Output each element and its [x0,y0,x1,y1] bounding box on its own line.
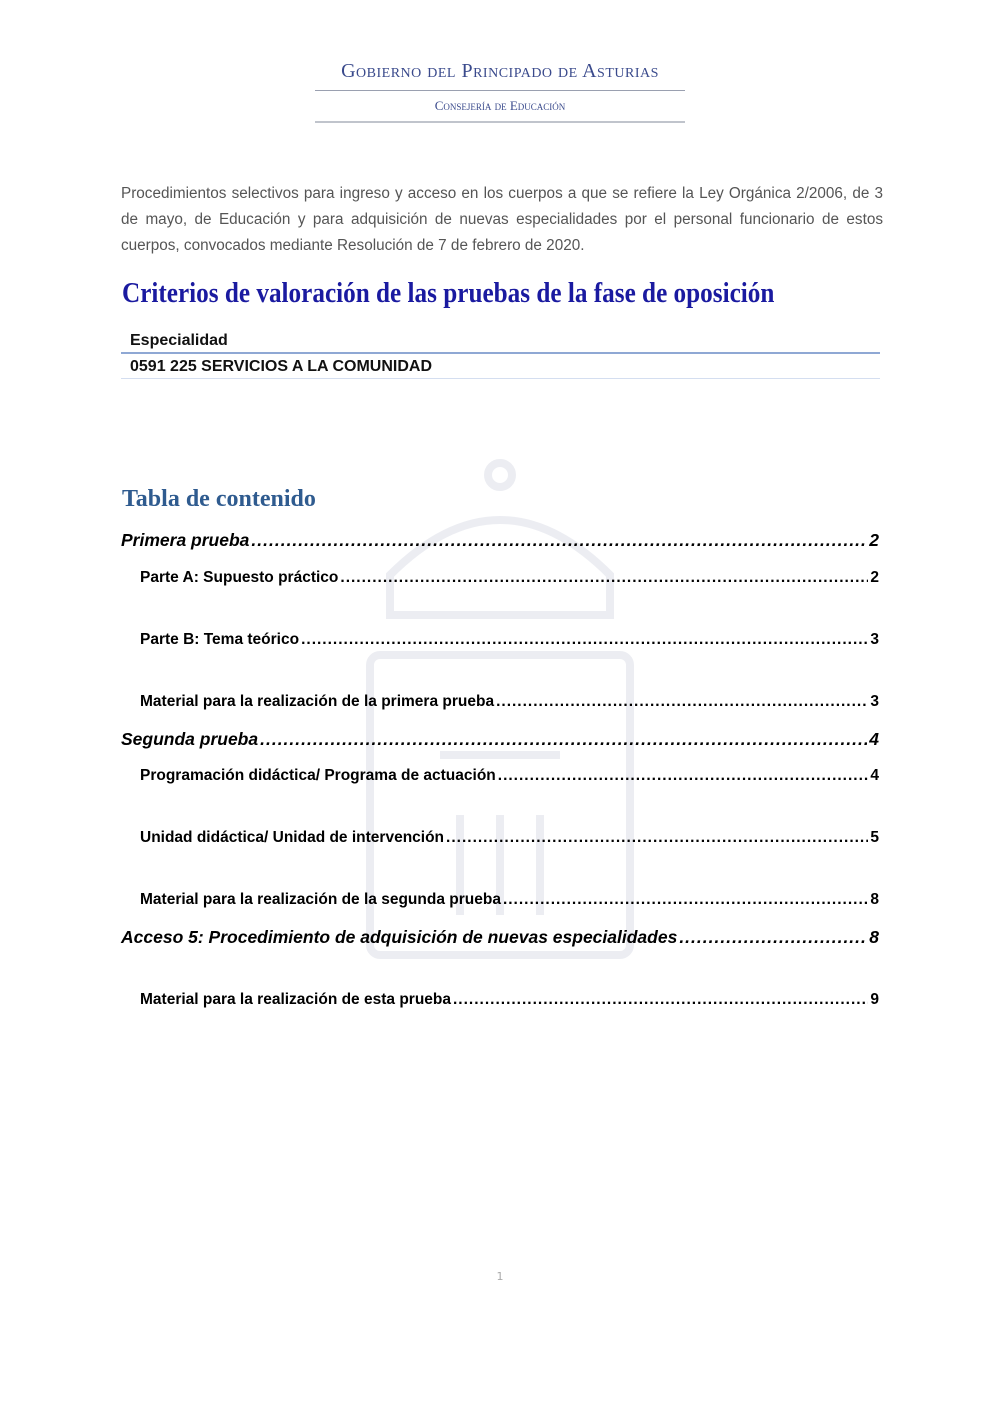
toc-entry[interactable] [140,991,879,1009]
toc-entry-page: 8 [869,927,879,947]
dot-leader [503,891,868,909]
logo-divider-bottom [315,121,685,123]
dot-leader [496,693,868,711]
toc-entry[interactable] [121,530,879,551]
toc-entry[interactable] [121,729,879,750]
toc-entry-page: 3 [870,693,879,710]
toc-entry[interactable] [140,569,879,587]
dot-leader [498,767,869,785]
toc-entry-page: 5 [870,829,879,846]
intro-paragraph: Procedimientos selectivos para ingreso y acceso en los cuerpos a que se refiere la Ley Orgánica 2/2006, de 3 de mayo, de Educación y para adquisición de nuevas especialidades por el personal funcionario de estos cuerpos, convocados mediante Resolución de 7 de febrero de 2020. [121,185,883,254]
toc-entry-label: Primera prueba [121,530,250,550]
logo-subtitle: Consejería de Educación [434,98,566,113]
dot-leader [446,829,868,847]
toc-entry-label: Acceso 5: Procedimiento de adquisición de nuevas especialidades [121,927,678,947]
specialty-label: Especialidad [130,332,228,349]
toc-entry-label: Programación didáctica/ Programa de actuación [140,767,496,784]
dot-leader [260,729,867,750]
specialty-divider [121,352,880,354]
dot-leader [679,927,867,948]
page-title: Criterios de valoración de las pruebas de la fase de oposición [122,278,775,309]
toc-title: Tabla de contenido [122,486,316,512]
toc-entry-page: 2 [870,569,879,586]
specialty-divider-bottom [121,378,880,379]
toc-entry[interactable] [140,767,879,785]
logo-divider [315,90,685,91]
toc-entry-label: Parte B: Tema teórico [140,631,300,648]
toc-entry-page: 9 [870,991,879,1008]
toc-entry-label: Material para la realización de la segunda prueba [140,891,501,908]
toc-entry[interactable] [140,829,879,847]
toc-entry-page: 8 [870,891,879,908]
toc-entry[interactable] [121,927,879,948]
toc-entry-page: 3 [870,631,879,648]
page-number: 1 [496,1270,504,1283]
toc-entry-label: Material para la realización de la primera prueba [140,693,495,710]
toc-entry-page: 4 [869,729,879,749]
toc-entry[interactable] [140,631,879,649]
toc-entry[interactable] [140,693,879,711]
toc-entry[interactable] [140,891,879,909]
specialty-value: 0591 225 SERVICIOS A LA COMUNIDAD [130,358,433,375]
dot-leader [340,569,868,587]
toc-entry-page: 2 [869,530,879,550]
dot-leader [251,530,867,551]
toc-entry-label: Material para la realización de esta prueba [140,991,451,1008]
logo-title: Gobierno del Principado de Asturias [341,60,659,82]
toc-entry-label: Unidad didáctica/ Unidad de intervención [140,829,445,846]
dot-leader [301,631,868,649]
toc-entry-label: Segunda prueba [121,729,259,749]
dot-leader [453,991,868,1009]
toc-entry-label: Parte A: Supuesto práctico [140,569,339,586]
toc-entry-page: 4 [870,767,879,784]
